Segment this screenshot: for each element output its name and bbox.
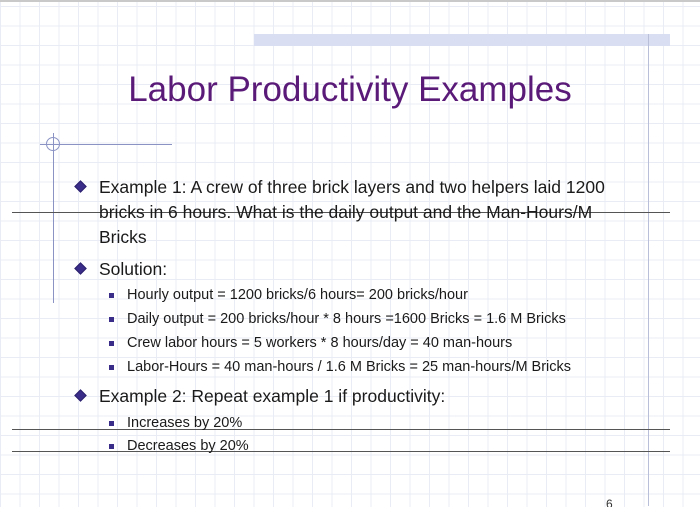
sub-bullet-text: Labor-Hours = 40 man-hours / 1.6 M Bricks = 25 man-hours/M Bricks [127,359,572,375]
square-bullet-icon [109,365,114,370]
decorative-top-band [254,34,670,46]
slide-title: Labor Productivity Examples [128,70,572,109]
sub-bullet-text: Hourly output = 1200 bricks/6 hours= 200 bricks/hour [127,287,468,303]
square-bullet-icon [109,341,114,346]
diamond-bullet-icon [74,262,87,275]
window-top-border [0,0,700,2]
bullet-text-line: Bricks [99,227,147,247]
rule-line-3 [12,451,670,452]
page-number: 6 [606,497,613,507]
bullet-text-line: Example 1: A crew of three brick layers and two helpers laid 1200 [99,177,605,197]
sub-bullet-text: Crew labor hours = 5 workers * 8 hours/day = 40 man-hours [127,335,513,351]
diamond-bullet-icon [74,389,87,402]
bullet-text-line: bricks in 6 hours. What is the daily output and the Man-Hours/M [99,202,593,222]
square-bullet-icon [109,421,114,426]
square-bullet-icon [109,444,114,449]
rule-line-2 [12,429,670,430]
sub-bullet-text: Daily output = 200 bricks/hour * 8 hours =1600 Bricks = 1.6 M Bricks [127,311,566,327]
square-bullet-icon [109,317,114,322]
sub-bullet-text: Decreases by 20% [127,438,249,454]
diamond-bullet-icon [74,180,87,193]
bullet-text-line: Solution: [99,259,168,279]
sub-bullet-text: Increases by 20% [127,415,243,431]
decorative-vline-left [53,133,54,303]
crosshair-icon [46,137,60,151]
bullet-text-line: Example 2: Repeat example 1 if productivity: [99,386,446,406]
square-bullet-icon [109,293,114,298]
